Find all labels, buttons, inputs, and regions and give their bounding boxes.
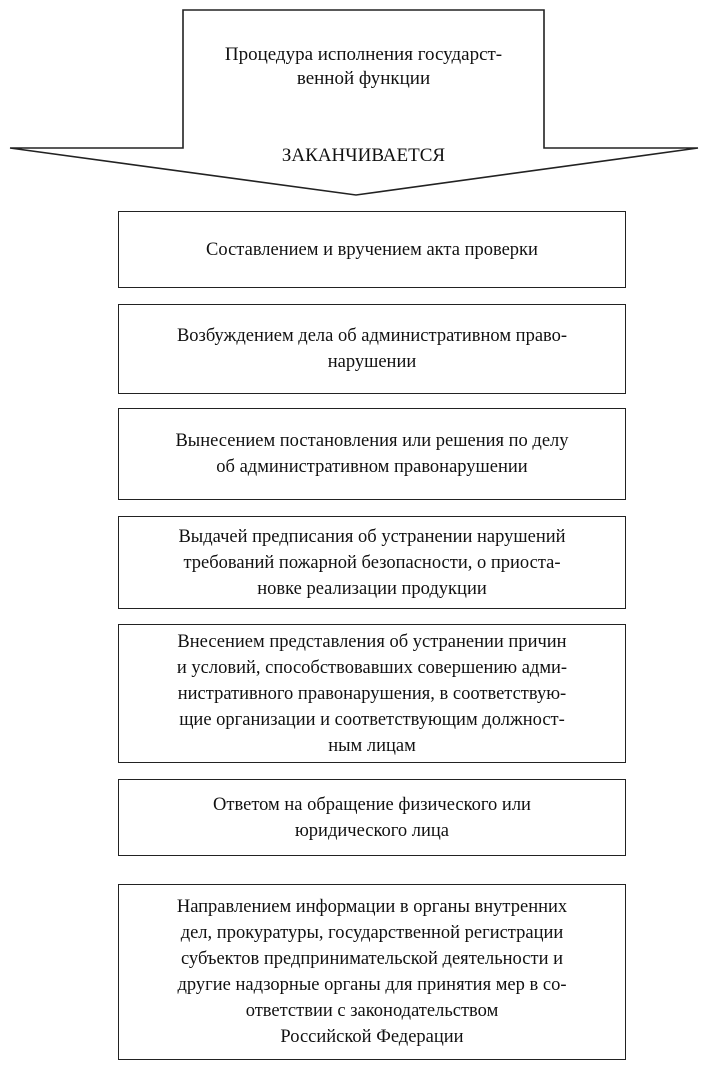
- arrow-label: [183, 144, 544, 168]
- outcome-box-2: [118, 304, 626, 394]
- outcome-box-7-line-6: Российской Федерации: [280, 1027, 464, 1047]
- outcome-box-6-line-1: Ответом на обращение физического или: [213, 794, 531, 815]
- outcome-box-3-line-1: Вынесением постановления или решения по делу: [175, 431, 569, 451]
- outcome-box-1: [118, 211, 626, 288]
- outcome-box-7-line-3: субъектов предпринимательской деятельности и: [180, 949, 563, 969]
- outcome-box-5-line-1: Внесением представления об устранении причин: [177, 631, 567, 652]
- procedure-title-line-1: Процедура исполнения государст-: [224, 44, 503, 65]
- outcome-box-6-text: [213, 792, 531, 844]
- outcome-box-7-line-4: другие надзорные органы для принятия мер в со-: [177, 975, 567, 995]
- outcome-box-5-line-4: щие организации и соответствующим должност-: [179, 709, 565, 730]
- outcome-box-5-line-5: ным лицам: [328, 735, 416, 756]
- outcome-box-5: [118, 624, 626, 763]
- outcome-box-5-text: [177, 629, 567, 759]
- outcome-box-4-line-1: Выдачей предписания об устранении нарушений: [178, 526, 566, 547]
- outcome-box-4-line-2: требований пожарной безопасности, о приоста-: [183, 552, 561, 573]
- outcome-box-4: [118, 516, 626, 609]
- outcome-box-3: [118, 408, 626, 500]
- outcome-box-4-line-3: новке реализации продукции: [257, 578, 487, 599]
- outcome-box-2-line-1: Возбуждением дела об административном право-: [176, 326, 568, 346]
- outcome-box-7-line-1: Направлением информации в органы внутренних: [176, 897, 568, 917]
- procedure-title-line-2: венной функции: [296, 68, 431, 89]
- outcome-box-2-line-2: нарушении: [327, 352, 417, 372]
- outcome-box-3-text: [175, 428, 568, 480]
- outcome-box-7-text: [177, 894, 567, 1050]
- outcome-box-2-text: [177, 323, 567, 375]
- outcome-box-6: [118, 779, 626, 856]
- outcome-box-1-line-1: Составлением и вручением акта проверки: [206, 239, 538, 260]
- outcome-box-5-line-2: и условий, способствовавших совершению адми-: [176, 657, 568, 678]
- outcome-box-7-line-2: дел, прокуратуры, государственной регистрации: [180, 923, 564, 943]
- outcome-box-6-line-2: юридического лица: [294, 820, 450, 841]
- outcome-box-7: [118, 884, 626, 1060]
- outcome-box-1-text: [206, 237, 538, 263]
- outcome-box-5-line-3: нистративного правонарушения, в соответствую-: [177, 683, 567, 704]
- outcome-box-7-line-5: ответствии с законодательством: [245, 1001, 499, 1021]
- arrow-label-text: ЗАКАНЧИВАЕТСЯ: [281, 145, 446, 166]
- outcome-box-4-text: [178, 524, 565, 602]
- outcome-box-3-line-2: об административном правонарушении: [216, 457, 528, 477]
- procedure-arrow: [0, 0, 715, 200]
- procedure-title: [183, 43, 544, 91]
